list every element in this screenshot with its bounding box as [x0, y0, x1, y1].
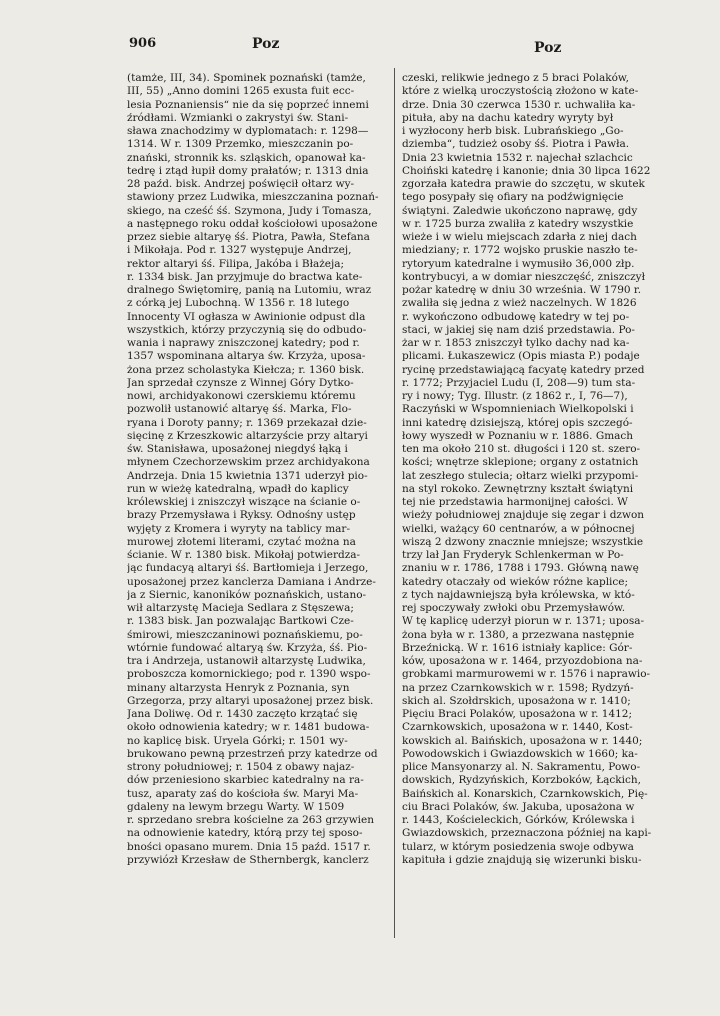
- text-line: młynem Czechorzewskim przez archidyakona: [127, 456, 370, 469]
- text-line: lat zeszłego stulecia; ołtarz wielki przypomi-: [402, 469, 639, 482]
- text-line: znański, stronnik ks. szląskich, opanował ka-: [127, 151, 366, 164]
- text-line: wił altarzystę Macieja Sedlara z Stęszewa;: [127, 602, 354, 614]
- text-line: r. 1772; Przyjaciel Ludu (I, 208—9) tum sta-: [402, 376, 636, 389]
- text-line: tedrę i ztąd łupił domy prałatów; r. 1313 dnia: [127, 164, 369, 177]
- text-line: tej nie przedstawia harmonijnej całości. W: [402, 496, 628, 508]
- text-line: w r. 1725 burza zwaliła z katedry wszystkie: [402, 217, 634, 230]
- text-line: na odnowienie katedry, którą przy tej sposo-: [127, 827, 363, 840]
- text-line: i wyzłocony herb bisk. Lubrańskiego „Go-: [402, 125, 624, 137]
- left-text-column: [127, 72, 387, 867]
- text-line: kapituła i gdzie znajdują się wizerunki bisku-: [402, 853, 642, 866]
- text-line: Gwiazdowskich, przeznaczona później na kapi-: [402, 827, 652, 840]
- text-line: 1314. W r. 1309 Przemko, mieszczanin po-: [127, 138, 354, 151]
- text-line: kowskich al. Baińskich, uposażona w r. 1440;: [402, 734, 643, 747]
- text-line: Powodowskich i Gwiazdowskich w 1660; ka-: [402, 747, 638, 760]
- text-line: wieży południowej znajduje się zegar i dzwon: [402, 509, 645, 522]
- text-line: królewskiej i zniszczył wiszące na ścianie o-: [127, 496, 361, 508]
- text-line: Innocenty VI ogłasza w Awinionie odpust dla: [127, 310, 366, 323]
- text-line: proboszcza komornickiego; pod r. 1390 wspo-: [127, 668, 371, 681]
- text-line: około odnowienia katedry; w r. 1481 budowa-: [127, 721, 370, 734]
- text-line: Choiński katedrę i kanonie; dnia 30 lipca 1622: [402, 164, 651, 177]
- text-line: 28 paźd. bisk. Andrzej poświęcił ołtarz wy-: [127, 178, 355, 190]
- text-line: inni katedrę dzisiejszą, której opis szczegó-: [402, 416, 633, 429]
- text-line: staci, w jakiej się nam dziś przedstawia. Po-: [402, 323, 635, 336]
- running-head-right: Poz: [534, 40, 562, 56]
- right-text-column: [402, 72, 662, 867]
- text-line: Baińskich al. Konarskich, Czarnkowskich, Pię-: [402, 787, 648, 800]
- text-line: (tamże, III, 34). Spominek poznański (tamże,: [127, 72, 366, 84]
- text-line: lesia Poznaniensis“ nie da się poprzeć innemi: [127, 98, 369, 111]
- text-line: ja z Siernic, kanoników poznańskich, ustano-: [127, 588, 367, 601]
- text-line: Brzeźnicką. W r. 1616 istniały kaplice: Gór-: [402, 641, 633, 654]
- text-line: jąc fundacyą altaryi śś. Bartłomieja i Jerzego,: [127, 562, 369, 575]
- text-line: pituła, aby na dachu katedry wyryty był: [402, 111, 614, 124]
- text-line: tego posypały się ofiary na podźwignięcie: [402, 191, 624, 204]
- text-line: ry i nowy; Tyg. Illustr. (z 1862 r., I, 76—7),: [402, 390, 628, 402]
- text-line: wtórnie fundować altaryą św. Krzyża, śś. Pio-: [127, 641, 368, 654]
- text-line: pożar katedrę w dniu 30 września. W 1790 r.: [402, 284, 642, 296]
- text-line: drze. Dnia 30 czerwca 1530 r. uchwaliła ka-: [402, 98, 636, 111]
- text-line: nowi, archidyakonowi czerskiemu któremu: [127, 390, 356, 402]
- text-line: śmirowi, mieszczaninowi poznańskiemu, po-: [127, 628, 363, 641]
- text-line: uposażonej przez kanclerza Damiana i Andrze-: [127, 575, 376, 588]
- text-line: ciu Braci Polaków, św. Jakuba, uposażona w: [402, 800, 635, 813]
- text-line: Jan sprzedał czynsze z Winnej Góry Dytko-: [127, 376, 354, 389]
- text-line: ścianie. W r. 1380 bisk. Mikołaj potwierdza-: [127, 549, 361, 561]
- text-line: przez siebie altaryę śś. Piotra, Pawła, Stefana: [127, 231, 370, 243]
- text-line: ten ma około 210 st. długości i 120 st. szero-: [402, 443, 641, 455]
- text-line: rytoryum katedralne i wymusiło 36,000 złp.: [402, 257, 635, 270]
- text-line: na styl rokoko. Zewnętrzny kształt świątyni: [402, 482, 634, 495]
- text-line: grobkami marmurowemi w r. 1576 i naprawio-: [402, 668, 651, 681]
- text-line: ków, uposażona w r. 1464, przyozdobiona na-: [402, 655, 643, 667]
- text-line: gdaleny na lewym brzegu Warty. W 1509: [127, 800, 345, 813]
- text-line: r. 1334 bisk. Jan przyjmuje do bractwa kate-: [127, 270, 363, 283]
- text-line: przywiózł Krzesław de Sthernbergk, kanclerz: [127, 853, 369, 866]
- text-line: r. 1383 bisk. Jan pozwalając Bartkowi Cze-: [127, 615, 354, 628]
- text-line: wania i naprawy zniszczonej katedry; pod r.: [127, 337, 360, 349]
- text-line: żona przez scholastyka Kiełcza; r. 1360 bisk.: [127, 363, 365, 376]
- text-line: zgorzała katedra prawie do szczętu, w skutek: [402, 178, 645, 190]
- text-line: znaniu w r. 1786, 1788 i 1793. Główną nawę: [402, 562, 639, 575]
- text-line: stawiony przez Ludwika, mieszczanina poznań-: [127, 191, 379, 204]
- text-line: kontrybucyi, a w domiar nieszczęść, zniszczył: [402, 270, 645, 283]
- text-line: rektor altaryi śś. Filipa, Jakóba i Błażeja;: [127, 257, 345, 270]
- text-line: Pięciu Braci Polaków, uposażona w r. 1412;: [402, 708, 633, 720]
- text-line: Raczyński w Wspomnieniach Wielkopolski i: [402, 403, 634, 416]
- text-line: które z wielką uroczystością złożono w kate-: [402, 85, 639, 98]
- text-line: sława znachodzimy w dyplomatach: r. 1298—: [127, 125, 369, 137]
- column-divider: [394, 68, 395, 938]
- text-line: strony południowej; r. 1504 z obawy najaz-: [127, 761, 355, 773]
- text-line: plice Mansyonarzy al. N. Sakramentu, Powo-: [402, 761, 641, 773]
- text-line: no kaplicę bisk. Uryela Górki; r. 1501 wy-: [127, 734, 348, 747]
- text-line: pozwolił ustanowić altaryę śś. Marka, Flo-: [127, 403, 352, 416]
- text-line: wiszą 2 dzwony znacznie mniejsze; wszystkie: [402, 535, 644, 548]
- text-line: W tę kaplicę uderzył piorun w r. 1371; uposa-: [402, 615, 645, 628]
- text-line: Dnia 23 kwietnia 1532 r. najechał szlachcic: [402, 151, 633, 164]
- text-line: plicami. Łukaszewicz (Opis miasta P.) podaje: [402, 350, 640, 363]
- text-line: żar w r. 1853 zniszczył tylko dachy nad ka-: [402, 337, 630, 349]
- text-line: brazy Przemysława i Ryksy. Odnośny ustęp: [127, 509, 356, 522]
- text-line: r. 1443, Kościeleckich, Górków, Królewska i: [402, 814, 635, 826]
- text-line: rej spoczywały zwłoki obu Przemysławów.: [402, 602, 626, 614]
- text-line: z córką jej Lubochną. W 1356 r. 18 lutego: [127, 297, 350, 310]
- text-line: a następnego roku oddał kościołowi uposażone: [127, 217, 378, 230]
- text-line: tusz, aparaty zaś do kościoła św. Maryi Ma-: [127, 787, 359, 800]
- text-line: zwaliła się jedna z wież naczelnych. W 1826: [402, 297, 637, 310]
- text-line: dowskich, Rydzyńskich, Korzboków, Łąckich,: [402, 774, 641, 787]
- text-line: źródłami. Wzmianki o zakrystyi św. Stani-: [127, 111, 349, 124]
- text-line: miedziany; r. 1772 wojsko pruskie naszło te-: [402, 244, 638, 257]
- text-line: murowej złotemi literami, czytać można na: [127, 535, 356, 548]
- running-head-left: Poz: [252, 36, 280, 52]
- text-line: na przez Czarnkowskich w r. 1598; Rydzyń-: [402, 681, 634, 694]
- text-line: tularz, w którym posiedzenia swoje odbywa: [402, 840, 634, 853]
- text-line: Czarnkowskich, uposażona w r. 1440, Kost-: [402, 721, 633, 734]
- text-line: kości; wnętrze sklepione; organy z ostatnich: [402, 456, 639, 469]
- text-line: sięcinę z Krzeszkowic altarzyście przy altaryi: [127, 429, 368, 442]
- text-line: 1357 wspominana altarya św. Krzyża, uposa-: [127, 350, 366, 363]
- text-line: r. sprzedano srebra kościelne za 263 grzywien: [127, 814, 375, 826]
- text-line: św. Stanisława, uposażonej niegdyś łąką i: [127, 443, 348, 455]
- text-line: bności opasano murem. Dnia 15 paźd. 1517 r.: [127, 840, 371, 853]
- text-line: i Mikołaja. Pod r. 1327 występuje Andrzej,: [127, 244, 352, 257]
- text-line: rycinę przedstawiającą facyatę katedry przed: [402, 363, 645, 376]
- text-line: tra i Andrzeja, ustanowił altarzystę Ludwika,: [127, 655, 366, 667]
- text-line: z tych najdawniejszą była królewska, w któ-: [402, 588, 635, 601]
- text-line: brukowano pewną przestrzeń przy katedrze od: [127, 747, 378, 760]
- page-number: 906: [129, 36, 157, 51]
- text-line: minany altarzysta Henryk z Poznania, syn: [127, 681, 350, 694]
- text-line: żona była w r. 1380, a przezwana następnie: [402, 628, 635, 641]
- text-line: Jana Doliwę. Od r. 1430 zaczęto krzątać się: [127, 708, 358, 720]
- text-line: wieże i w wielu miejscach zdarła z niej dach: [402, 231, 637, 243]
- text-line: wyjęty z Kromera i wyryty na tablicy mar-: [127, 522, 350, 535]
- text-line: dów przeniesiono skarbiec katedralny na ra-: [127, 774, 364, 787]
- text-line: dralnego Świętomirę, panią na Lutomiu, wraz: [127, 284, 372, 296]
- text-line: dziemba“, tudzież osoby śś. Piotra i Pawła.: [402, 138, 630, 151]
- text-line: wszystkich, którzy przyczynią się do odbudo-: [127, 323, 367, 336]
- text-line: świątyni. Zaledwie ukończono naprawę, gdy: [402, 204, 638, 217]
- text-line: skich al. Szołdrskich, uposażona w r. 1410;: [402, 694, 631, 707]
- text-line: Andrzeja. Dnia 15 kwietnia 1371 uderzył pio-: [127, 469, 368, 482]
- text-line: czeski, relikwie jednego z 5 braci Polaków,: [402, 72, 629, 84]
- text-line: run w wieżę katedralną, wpadł do kaplicy: [127, 482, 349, 495]
- text-line: r. wykończono odbudowę katedry w tej po-: [402, 310, 630, 323]
- text-line: skiego, na cześć śś. Szymona, Judy i Tomasza,: [127, 204, 372, 217]
- text-line: ryana i Doroty panny; r. 1369 przekazał dzie-: [127, 416, 367, 429]
- text-line: katedry otaczały od wieków różne kaplice;: [402, 575, 629, 588]
- text-line: łowy wyszedł w Poznaniu w r. 1886. Gmach: [402, 429, 634, 442]
- text-line: trzy lał Jan Fryderyk Schlenkerman w Po-: [402, 549, 624, 561]
- text-line: III, 55) „Anno domini 1265 exusta fuit ecc-: [127, 85, 355, 98]
- text-line: wielki, ważący 60 centnarów, a w północnej: [402, 522, 635, 535]
- text-line: Grzegorza, przy altaryi uposażonej przez bisk.: [127, 694, 374, 707]
